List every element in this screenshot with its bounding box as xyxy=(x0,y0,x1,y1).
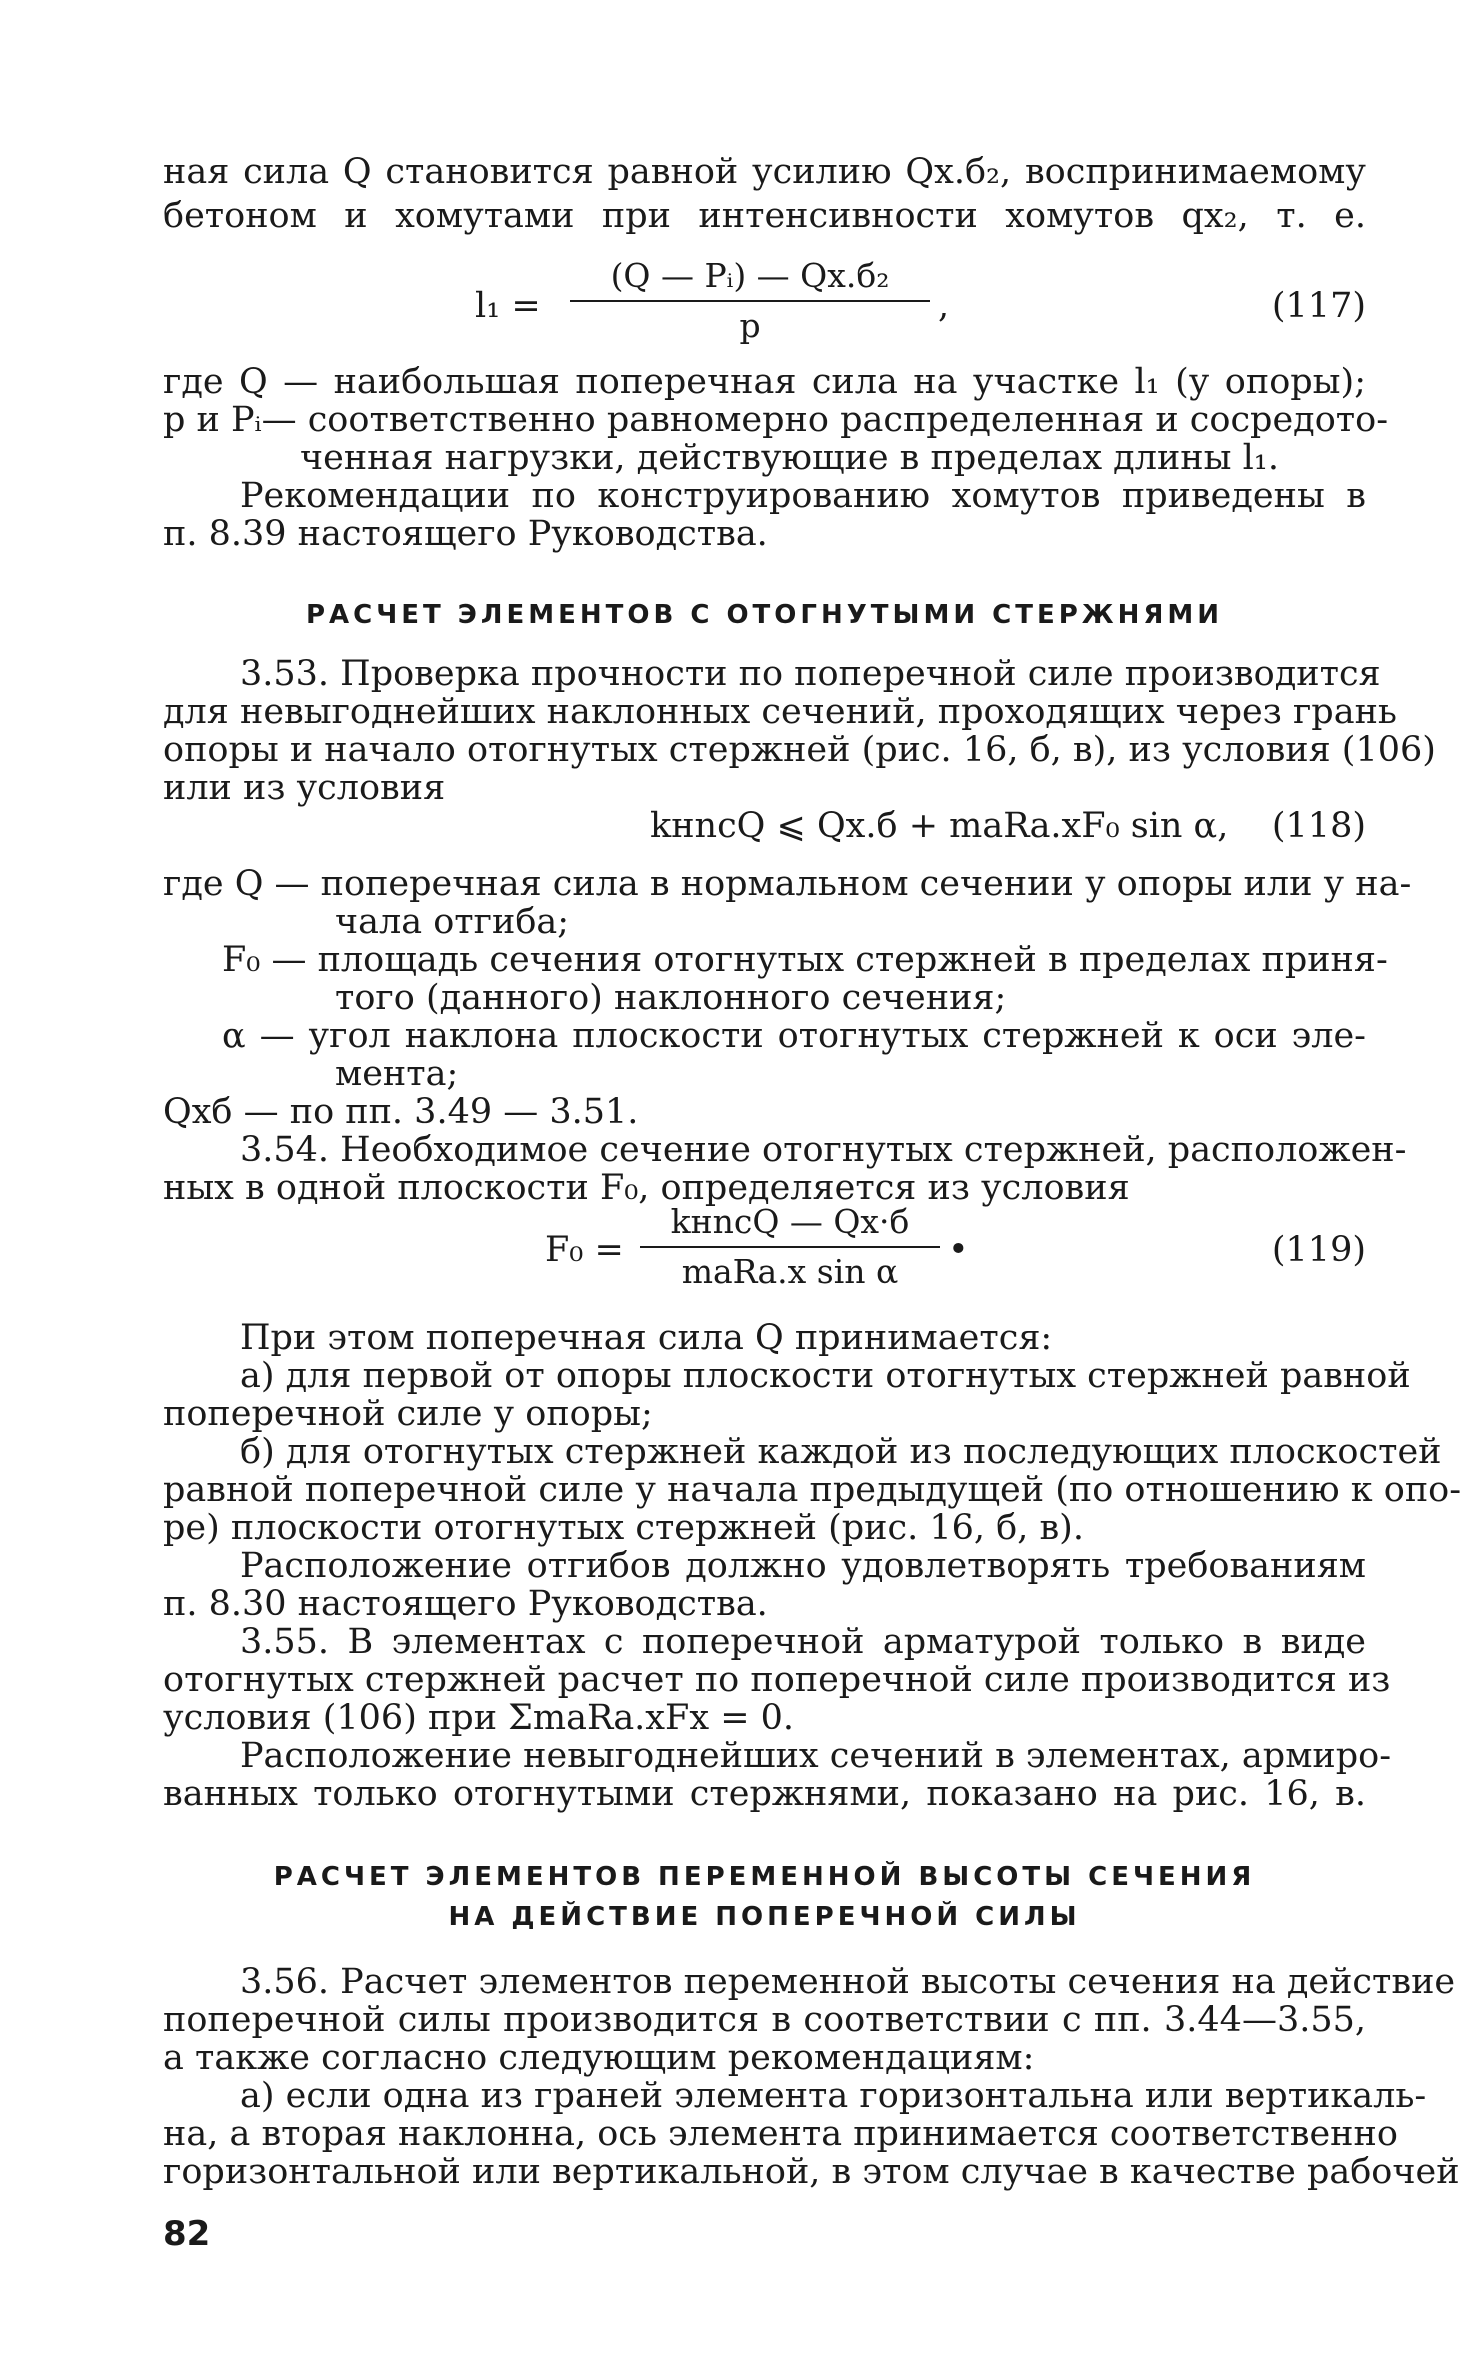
section-heading: РАСЧЕТ ЭЛЕМЕНТОВ ПЕРЕМЕННОЙ ВЫСОТЫ СЕЧЕНИЯ xyxy=(273,1862,1256,1892)
text-line: условия (106) при ΣmаRа.хFх = 0. xyxy=(163,1698,795,1738)
text-line: а) если одна из граней элемента горизонтальна или вертикаль- xyxy=(240,2076,1427,2116)
fraction-bar xyxy=(640,1246,940,1248)
text-line: ных в одной плоскости F₀, определяется из условия xyxy=(163,1168,1130,1208)
formula-118: kнnсQ ⩽ Qх.б + mаRа.хF₀ sin α, xyxy=(650,806,1229,846)
equation-number-118: (118) xyxy=(1271,806,1366,846)
text-line: отогнутых стержней расчет по поперечной силе производится из xyxy=(163,1660,1391,1700)
formula-117-denominator: p xyxy=(739,306,761,345)
text-line: б) для отогнутых стержней каждой из последующих плоскостей xyxy=(240,1432,1442,1472)
equation-number-117: (117) xyxy=(1271,286,1366,326)
text-line: ная сила Q становится равной усилию Qх.б₂, воспринимаемому xyxy=(163,152,1366,192)
text-line: поперечной силы производится в соответствии с пп. 3.44—3.55, xyxy=(163,2000,1366,2040)
formula-117-lhs: l₁ = xyxy=(475,286,541,326)
text-line: на, а вторая наклонна, ось элемента принимается соответственно xyxy=(163,2114,1398,2154)
text-line: где Q — поперечная сила в нормальном сечении у опоры или у на- xyxy=(163,864,1412,904)
text-line: а) для первой от опоры плоскости отогнутых стержней равной xyxy=(240,1356,1411,1396)
formula-117-numerator: (Q — Pᵢ) — Qх.б₂ xyxy=(610,256,890,295)
text-line: для невыгоднейших наклонных сечений, проходящих через грань xyxy=(163,692,1397,732)
text-line: ре) плоскости отогнутых стержней (рис. 16, б, в). xyxy=(163,1508,1084,1548)
text-line: p и Pᵢ— соответственно равномерно распределенная и сосредото- xyxy=(163,400,1389,440)
text-line: ченная нагрузки, действующие в пределах длины l₁. xyxy=(300,438,1279,478)
text-line: Рекомендации по конструированию хомутов приведены в xyxy=(240,476,1366,516)
text-line: где Q — наибольшая поперечная сила на участке l₁ (у опоры); xyxy=(163,362,1366,402)
text-line: 3.55. В элементах с поперечной арматурой только в виде xyxy=(240,1622,1366,1662)
text-line: При этом поперечная сила Q принимается: xyxy=(240,1318,1053,1358)
section-heading: РАСЧЕТ ЭЛЕМЕНТОВ С ОТОГНУТЫМИ СТЕРЖНЯМИ xyxy=(305,600,1224,630)
text-line: 3.53. Проверка прочности по поперечной силе производится xyxy=(240,654,1381,694)
text-line: F₀ — площадь сечения отогнутых стержней в пределах приня- xyxy=(222,940,1388,980)
fraction-bar xyxy=(570,300,930,302)
text-line: а также согласно следующим рекомендациям: xyxy=(163,2038,1035,2078)
formula-117-tail: , xyxy=(938,286,950,326)
text-line: бетоном и хомутами при интенсивности хомутов qх₂, т. е. xyxy=(163,196,1366,236)
text-line: α — угол наклона плоскости отогнутых стержней к оси эле- xyxy=(222,1016,1366,1056)
text-line: горизонтальной или вертикальной, в этом случае в качестве рабочей xyxy=(163,2152,1460,2192)
formula-119-denominator: mаRа.х sin α xyxy=(681,1252,899,1291)
formula-119-tail: • xyxy=(948,1230,969,1270)
section-heading: НА ДЕЙСТВИЕ ПОПЕРЕЧНОЙ СИЛЫ xyxy=(448,1902,1081,1932)
text-line: п. 8.30 настоящего Руководства. xyxy=(163,1584,768,1624)
text-line: чала отгиба; xyxy=(335,902,570,942)
text-line: ванных только отогнутыми стержнями, показано на рис. 16, в. xyxy=(163,1774,1366,1814)
page-number: 82 xyxy=(163,2214,211,2254)
text-line: Расположение отгибов должно удовлетворять требованиям xyxy=(240,1546,1366,1586)
text-line: 3.54. Необходимое сечение отогнутых стержней, расположен- xyxy=(240,1130,1407,1170)
text-line: Qхб — по пп. 3.49 — 3.51. xyxy=(163,1092,639,1132)
text-line: опоры и начало отогнутых стержней (рис. 16, б, в), из условия (106) xyxy=(163,730,1436,770)
equation-number-119: (119) xyxy=(1271,1230,1366,1270)
text-line: мента; xyxy=(335,1054,459,1094)
text-line: того (данного) наклонного сечения; xyxy=(335,978,1007,1018)
formula-119-lhs: F₀ = xyxy=(545,1230,624,1270)
text-line: Расположение невыгоднейших сечений в элементах, армиро- xyxy=(240,1736,1392,1776)
text-line: поперечной силе у опоры; xyxy=(163,1394,653,1434)
text-line: равной поперечной силе у начала предыдущей (по отношению к опо- xyxy=(163,1470,1462,1510)
text-line: п. 8.39 настоящего Руководства. xyxy=(163,514,768,554)
text-line: 3.56. Расчет элементов переменной высоты сечения на действие xyxy=(240,1962,1456,2002)
formula-119-numerator: kнnсQ — Qх·б xyxy=(670,1202,910,1241)
text-line: или из условия xyxy=(163,768,446,808)
